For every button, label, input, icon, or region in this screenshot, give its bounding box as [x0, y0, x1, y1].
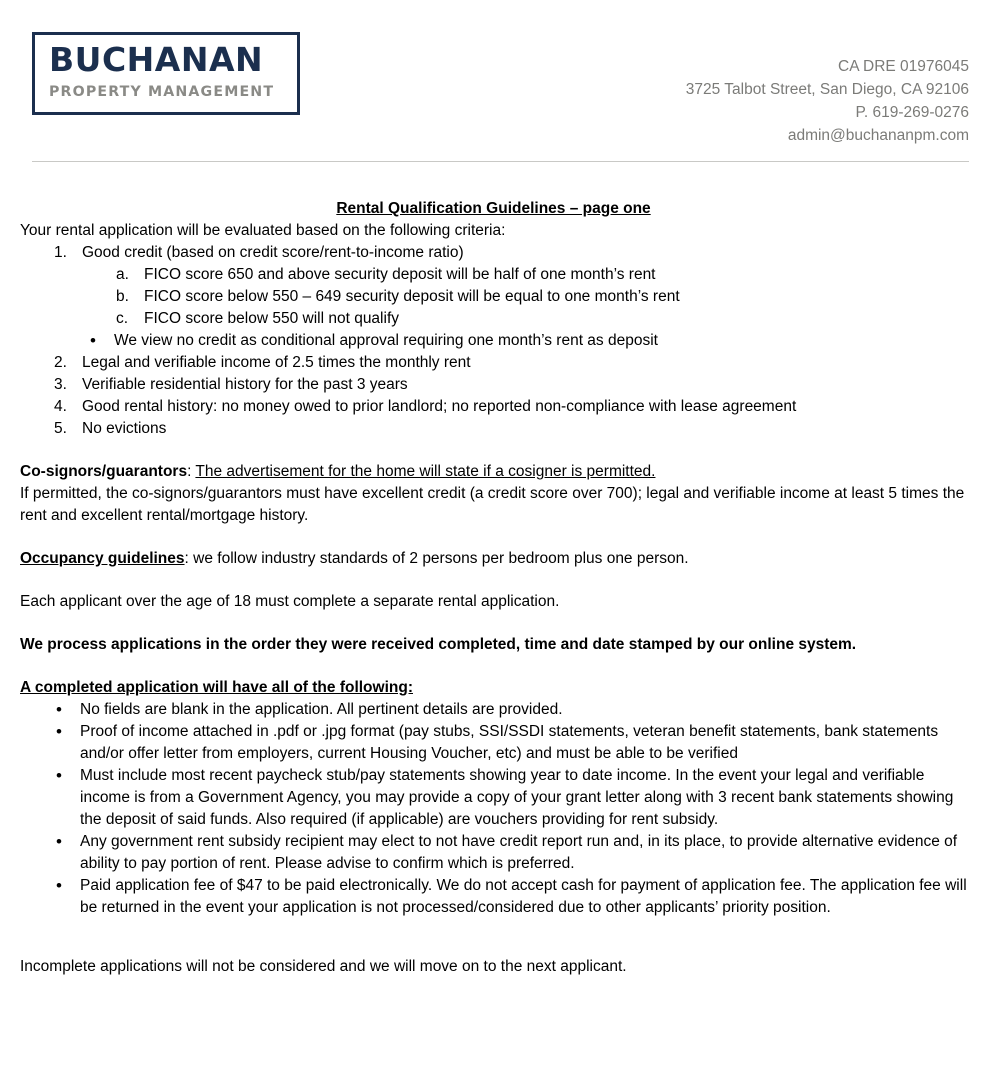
processing-note-text: We process applications in the order they were received completed, time and date stamped by our online system.	[20, 635, 857, 653]
list-item-text: Must include most recent paycheck stub/pay statements showing year to date income. In the event your legal and verifiable income is from a Government Agency, you may provide a copy of your grant letter along with 3 recent bank statements showing the deposit of said funds. Also required (if applicable) are vouchers providing for rent subsidy.	[80, 766, 954, 828]
list-item-text: Proof of income attached in .pdf or .jpg format (pay stubs, SSI/SSDI statements, veteran benefit statements, bank statements and/or offer letter from employers, current Housing Voucher, etc) and must be able to be verified	[80, 722, 939, 762]
criteria-list	[20, 242, 967, 264]
list-item	[20, 831, 967, 875]
page-title: Rental Qualification Guidelines – page one	[336, 199, 651, 217]
bullet-icon: •	[56, 875, 62, 895]
credit-subitems-list	[20, 264, 967, 330]
occupancy-line	[20, 548, 967, 570]
list-marker: 4.	[54, 397, 67, 415]
contact-address: 3725 Talbot Street, San Diego, CA 92106	[685, 80, 969, 98]
completed-heading	[20, 677, 967, 699]
processing-note	[20, 634, 967, 656]
list-item	[20, 264, 967, 286]
list-item	[20, 396, 967, 418]
occupancy-body: : we follow industry standards of 2 persons per bedroom plus one person.	[184, 549, 689, 567]
contact-phone: P. 619-269-0276	[855, 103, 969, 121]
contact-email: admin@buchananpm.com	[787, 126, 969, 144]
intro-paragraph: Your rental application will be evaluated based on the following criteria:	[20, 221, 506, 239]
bullet-icon: •	[56, 831, 62, 851]
list-item-text: Good rental history: no money owed to prior landlord; no reported non-compliance with lease agreement	[82, 397, 797, 415]
bullet-icon: •	[90, 330, 96, 350]
header-divider	[32, 161, 969, 162]
list-item	[20, 286, 967, 308]
list-marker: a.	[116, 265, 129, 283]
credit-note-list	[20, 330, 967, 352]
cosigners-body: If permitted, the co-signors/guarantors must have excellent credit (a credit score over 700); legal and verifiable income at least 5 times the rent and excellent rental/mortgage history.	[20, 484, 965, 524]
list-item-text: FICO score 650 and above security deposit will be half of one month’s rent	[144, 265, 656, 283]
list-item	[20, 765, 967, 831]
list-item-text: Legal and verifiable income of 2.5 times the monthly rent	[82, 353, 471, 371]
list-item	[20, 330, 967, 352]
age-note: Each applicant over the age of 18 must complete a separate rental application.	[20, 592, 560, 610]
list-marker: b.	[116, 287, 129, 305]
criteria-list-continued	[20, 352, 967, 440]
cosigners-heading: Co-signors/guarantors	[20, 462, 188, 480]
list-marker: 1.	[54, 243, 67, 261]
list-item-text: Verifiable residential history for the past 3 years	[82, 375, 408, 393]
list-item	[20, 875, 967, 919]
completed-heading-text: A completed application will have all of the following:	[20, 678, 413, 696]
list-item	[20, 699, 967, 721]
bullet-icon: •	[56, 765, 62, 785]
list-item-text: We view no credit as conditional approval requiring one month’s rent as deposit	[114, 331, 658, 349]
bullet-icon: •	[56, 699, 62, 719]
list-item	[20, 242, 967, 264]
list-marker: c.	[116, 309, 129, 327]
logo-company-tagline: PROPERTY MANAGEMENT	[49, 83, 275, 100]
cosigners-heading-suffix: :	[187, 462, 196, 480]
contact-block	[686, 28, 969, 148]
list-marker: 2.	[54, 353, 67, 371]
logo-company-name: BUCHANAN	[49, 40, 264, 79]
list-item-text: Good credit (based on credit score/rent-to-income ratio)	[82, 243, 464, 261]
document-body	[20, 198, 977, 978]
list-item-text: Any government rent subsidy recipient may elect to not have credit report run and, in its place, to provide alternative evidence of ability to pay portion of rent. Please advise to confirm which is preferred.	[80, 832, 958, 872]
list-item-text: No evictions	[82, 419, 167, 437]
list-item	[20, 308, 967, 330]
occupancy-heading: Occupancy guidelines	[20, 549, 185, 567]
list-item	[20, 418, 967, 440]
list-marker: 3.	[54, 375, 67, 393]
bullet-icon: •	[56, 721, 62, 741]
company-logo	[32, 32, 300, 115]
list-item-text: FICO score below 550 – 649 security deposit will be equal to one month’s rent	[144, 287, 680, 305]
completed-items-list	[20, 699, 967, 919]
contact-license: CA DRE 01976045	[838, 58, 969, 75]
letterhead	[20, 28, 977, 148]
closing-note: Incomplete applications will not be considered and we will move on to the next applicant.	[20, 957, 627, 975]
list-item-text: No fields are blank in the application. All pertinent details are provided.	[80, 700, 563, 718]
list-marker: 5.	[54, 419, 67, 437]
list-item	[20, 374, 967, 396]
list-item	[20, 352, 967, 374]
cosigners-line	[20, 461, 967, 483]
list-item-text: Paid application fee of $47 to be paid electronically. We do not accept cash for payment of application fee. The application fee will be returned in the event your application is not processed/considered due to other applicants’ priority position.	[80, 876, 967, 916]
cosigners-underlined-lead: The advertisement for the home will state if a cosigner is permitted.	[195, 462, 656, 480]
list-item	[20, 721, 967, 765]
list-item-text: FICO score below 550 will not qualify	[144, 309, 400, 327]
